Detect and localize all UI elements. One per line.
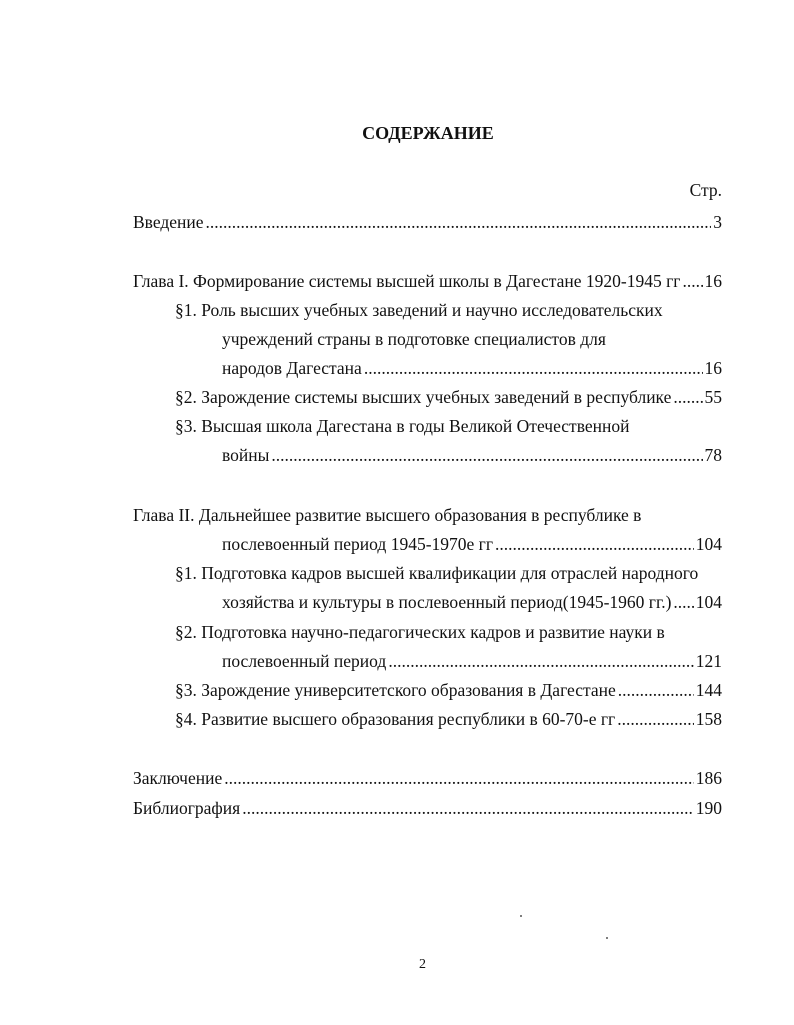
entry-page: 55 (704, 387, 722, 407)
entry-text: §2. Зарождение системы высших учебных заведений в республике (175, 387, 672, 407)
entry-page: 104 (695, 534, 722, 554)
entry-text: Библиография (133, 798, 241, 818)
dot-leader (673, 591, 693, 613)
toc-entry-ch2-s3[interactable] (175, 679, 722, 701)
dot-leader (206, 211, 712, 233)
entry-text: послевоенный период 1945-1970е гг (222, 534, 494, 554)
entry-text: §1. Подготовка кадров высшей квалификации для отраслей народного (175, 563, 699, 583)
entry-text: §1. Роль высших учебных заведений и научно исследовательских (175, 300, 663, 320)
toc-entry-bibliography[interactable] (133, 797, 722, 819)
dot-leader (673, 386, 702, 408)
dot-leader (388, 650, 693, 672)
toc-entry-conclusion[interactable] (133, 767, 722, 789)
entry-text: §4. Развитие высшего образования республики в 60-70-е гг (175, 709, 616, 729)
scan-speck (606, 937, 608, 939)
dot-leader (618, 679, 694, 701)
entry-page: 16 (704, 358, 722, 378)
entry-page: 16 (704, 271, 722, 291)
toc-entry-intro[interactable] (133, 211, 722, 233)
toc-entry-ch1-s1[interactable] (222, 357, 722, 379)
dot-leader (224, 767, 694, 789)
entry-text: §3. Зарождение университетского образования в Дагестане (175, 680, 616, 700)
entry-page: 121 (695, 651, 722, 671)
entry-page: 3 (713, 212, 722, 232)
toc-entry-ch1-s3[interactable] (222, 444, 722, 466)
entry-page: 104 (695, 592, 722, 612)
page-title: СОДЕРЖАНИЕ (362, 123, 494, 143)
dot-leader (271, 444, 702, 466)
entry-text: Заключение (133, 768, 223, 788)
dot-leader (617, 708, 694, 730)
toc-entry-chapter-1[interactable] (133, 270, 722, 292)
toc-entry-ch2-s1[interactable] (222, 591, 722, 613)
entry-text: Глава II. Дальнейшее развитие высшего образования в республике в (133, 505, 642, 525)
toc-entry-ch2-s4[interactable] (175, 708, 722, 730)
scan-speck (520, 915, 522, 917)
entry-page: 78 (704, 445, 722, 465)
entry-text: хозяйства и культуры в послевоенный период(1945-1960 гг.) (222, 592, 672, 612)
page-column-label: Стр. (689, 180, 722, 200)
entry-page: 144 (695, 680, 722, 700)
entry-page: 158 (695, 709, 722, 729)
entry-text: §3. Высшая школа Дагестана в годы Великой Отечественной (175, 416, 630, 436)
entry-text: §2. Подготовка научно-педагогических кадров и развитие науки в (175, 622, 665, 642)
entry-text: послевоенный период (222, 651, 387, 671)
toc-entry-ch1-s2[interactable] (175, 386, 722, 408)
page-number: 2 (419, 957, 426, 972)
dot-leader (242, 797, 694, 819)
dot-leader (495, 533, 694, 555)
entry-text: войны (222, 445, 270, 465)
entry-page: 190 (695, 798, 722, 818)
toc-entry-chapter-2[interactable] (222, 533, 722, 555)
entry-text: народов Дагестана (222, 358, 362, 378)
entry-text: Глава I. Формирование системы высшей школы в Дагестане 1920-1945 гг (133, 271, 681, 291)
toc-entry-ch2-s2[interactable] (222, 650, 722, 672)
dot-leader (682, 270, 702, 292)
entry-text: Введение (133, 212, 204, 232)
dot-leader (364, 357, 703, 379)
entry-text: учреждений страны в подготовке специалистов для (222, 329, 606, 349)
entry-page: 186 (695, 768, 722, 788)
